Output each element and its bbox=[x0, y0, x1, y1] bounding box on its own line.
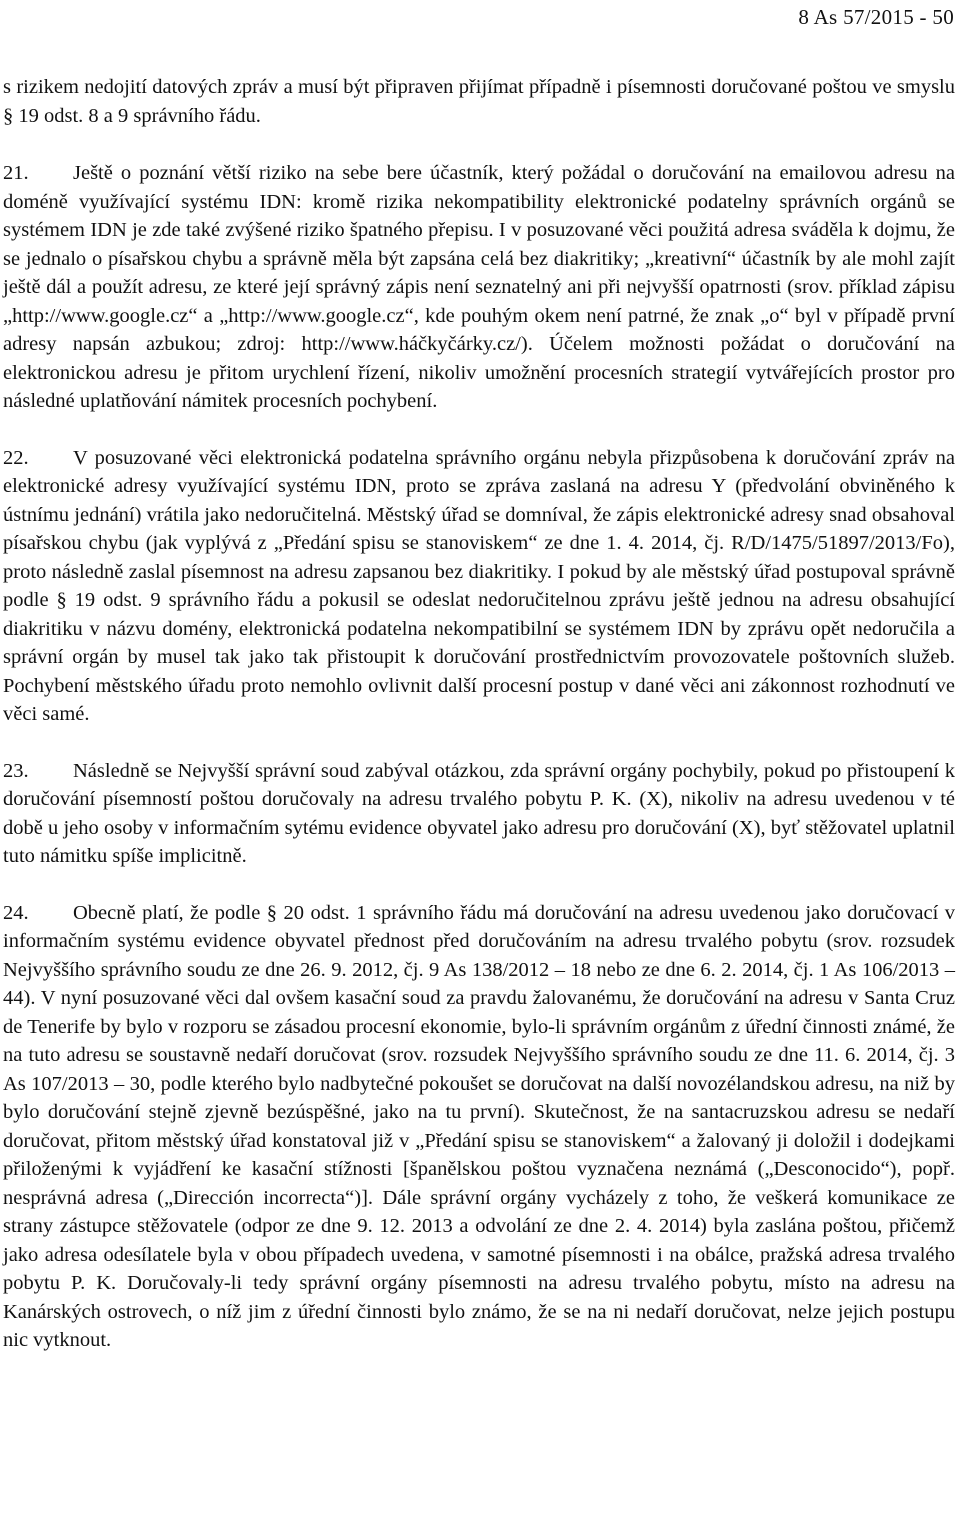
paragraph-number: 23. bbox=[3, 759, 29, 782]
paragraph-text: s rizikem nedojití datových zpráv a musí být připraven přijímat případně i písemnosti doručované poštou ve smyslu § 19 odst. 8 a 9 správního řádu. bbox=[3, 76, 955, 127]
paragraph-text: Obecně platí, že podle § 20 odst. 1 správního řádu má doručování na adresu uvedenou jako doručovací v informačním systému evidence obyvatel přednost před doručováním na adresu trvalého pobytu (srov. rozsudek Nejvyššího správního soudu ze dne 26. 9. 2012, čj. 9 As 138/2012 – 18 nebo ze dne 6. 2. 2014, čj. 1 As 106/2013 – 44). V nyní posuzované věci dal ovšem kasační soud za pravdu žalovanému, že doručování na adresu v Santa Cruz de Tenerife by bylo v rozporu se zásadou procesní ekonomie, bylo-li správním orgánům z úřední činnosti známé, že na tuto adresu se soustavně nedaří doručovat (srov. rozsudek Nejvyššího správního soudu ze dne 11. 6. 2014, čj. 3 As 107/2013 – 30, podle kterého bylo nadbytečné pokoušet se doručovat na další novozélandskou adresu, na niž by bylo doručování stejně zjevně bezúspěšné, jako na tu první). Skutečnost, že na santacruzskou adresu se nedaří doručovat, přitom městský úřad konstatoval již v „Předání spisu se stanoviskem“ a žalovaný ji doložil i dodejkami přiloženými k vyjádření ke kasační stížnosti [španělskou poštou vyznačena neznámá („Desconocido“), popř. nesprávná adresa („Dirección incorrecta“)]. Dále správní orgány vycházely z toho, že veškerá komunikace ze strany zástupce stěžovatele (odpor ze dne 9. 12. 2013 a odvolání ze dne 2. 4. 2014) byla zaslána poštou, přičemž jako adresa odesílatele byla v obou případech uvedena, v samotné písemnosti i na obálce, pražská adresa trvalého pobytu P. K. Doručovaly-li tedy správní orgány písemnosti na adresu trvalého pobytu, místo na adresu na Kanárských ostrovech, o níž jim z úřední činnosti bylo známo, že se na ni nedaří doručovat, nelze jejich postupu nic vytknout. bbox=[3, 901, 955, 1351]
paragraph-number: 24. bbox=[3, 901, 29, 924]
paragraph-number: 22. bbox=[3, 446, 29, 469]
paragraph-text: Ještě o poznání větší riziko na sebe bere účastník, který požádal o doručování na emailovou adresu na doméně využívající systému IDN: kromě rizika nekompatibility elektronické podatelny správních orgánů se systémem IDN je zde také zvýšené riziko špatného přepisu. I v posuzované věci použitá adresa sváděla k dojmu, že se jednalo o písařskou chybu a správně měla být zapsána celá bez diakritiky; „kreativní“ účastník by ale mohl zajít ještě dál a použít adresu, ze které její správný zápis není seznatelný ani při nejvyšší opatrnosti (srov. příklad zápisu „http://www.gооgle.cz“ a „http://www.google.cz“, kde pouhým okem není patrné, že znak „о“ byl v případě první adresy napsán azbukou; zdroj: http://www.háčkyčárky.cz/). Účelem možnosti požádat o doručování na elektronickou adresu je přitom urychlení řízení, nikoliv umožnění procesních strategií vytvářejících prostor pro následné uplatňování námitek procesních pochybení. bbox=[3, 162, 955, 412]
paragraph-text: V posuzované věci elektronická podatelna správního orgánu nebyla přizpůsobena k doručování zpráv na elektronické adresy využívající systému IDN, proto se zpráva zaslaná na adresu Y (předvolání obviněného k ústnímu jednání) vrátila jako nedoručitelná. Městský úřad se domníval, že zápis elektronické adresy snad obsahoval písařskou chybu (jak vyplývá z „Předání spisu se stanoviskem“ ze dne 1. 4. 2014, čj. R/D/1475/51897/2013/Fo), proto následně zaslal písemnost na adresu zapsanou bez diakritiky. I pokud by ale městský úřad postupoval správně podle § 19 odst. 9 správního řádu a pokusil se odeslat nedoručitelnou zprávu ještě jednou na adresu obsahující diakritiku v názvu domény, elektronická podatelna nekompatibilní se systémem IDN by zprávu opět nedoručila a správní orgán by musel tak jako tak přistoupit k doručování prostřednictvím provozovatele poštovních služeb. Pochybení městského úřadu proto nemohlo ovlivnit další procesní postup v dané věci ani zákonnost rozhodnutí ve věci samé. bbox=[3, 446, 955, 725]
paragraph-number: 21. bbox=[3, 162, 29, 184]
paragraph-continuation bbox=[3, 73, 955, 130]
paragraph-22 bbox=[3, 444, 955, 729]
paragraph-text: Následně se Nejvyšší správní soud zabýval otázkou, zda správní orgány pochybily, pokud po přistoupení k doručování písemností poštou doručovaly na adresu trvalého pobytu P. K. (X), nikoliv na adresu uvedenou v té době u jeho osoby v informačním sytému evidence obyvatel jako adresu pro doručování (X), byť stěžovatel uplatnil tuto námitku spíše implicitně. bbox=[3, 759, 955, 867]
case-number-header: 8 As 57/2015 - 50 bbox=[798, 5, 954, 29]
paragraph-23 bbox=[3, 757, 955, 871]
document-body bbox=[3, 73, 955, 1383]
paragraph-24 bbox=[3, 899, 955, 1355]
paragraph-21 bbox=[3, 159, 955, 416]
